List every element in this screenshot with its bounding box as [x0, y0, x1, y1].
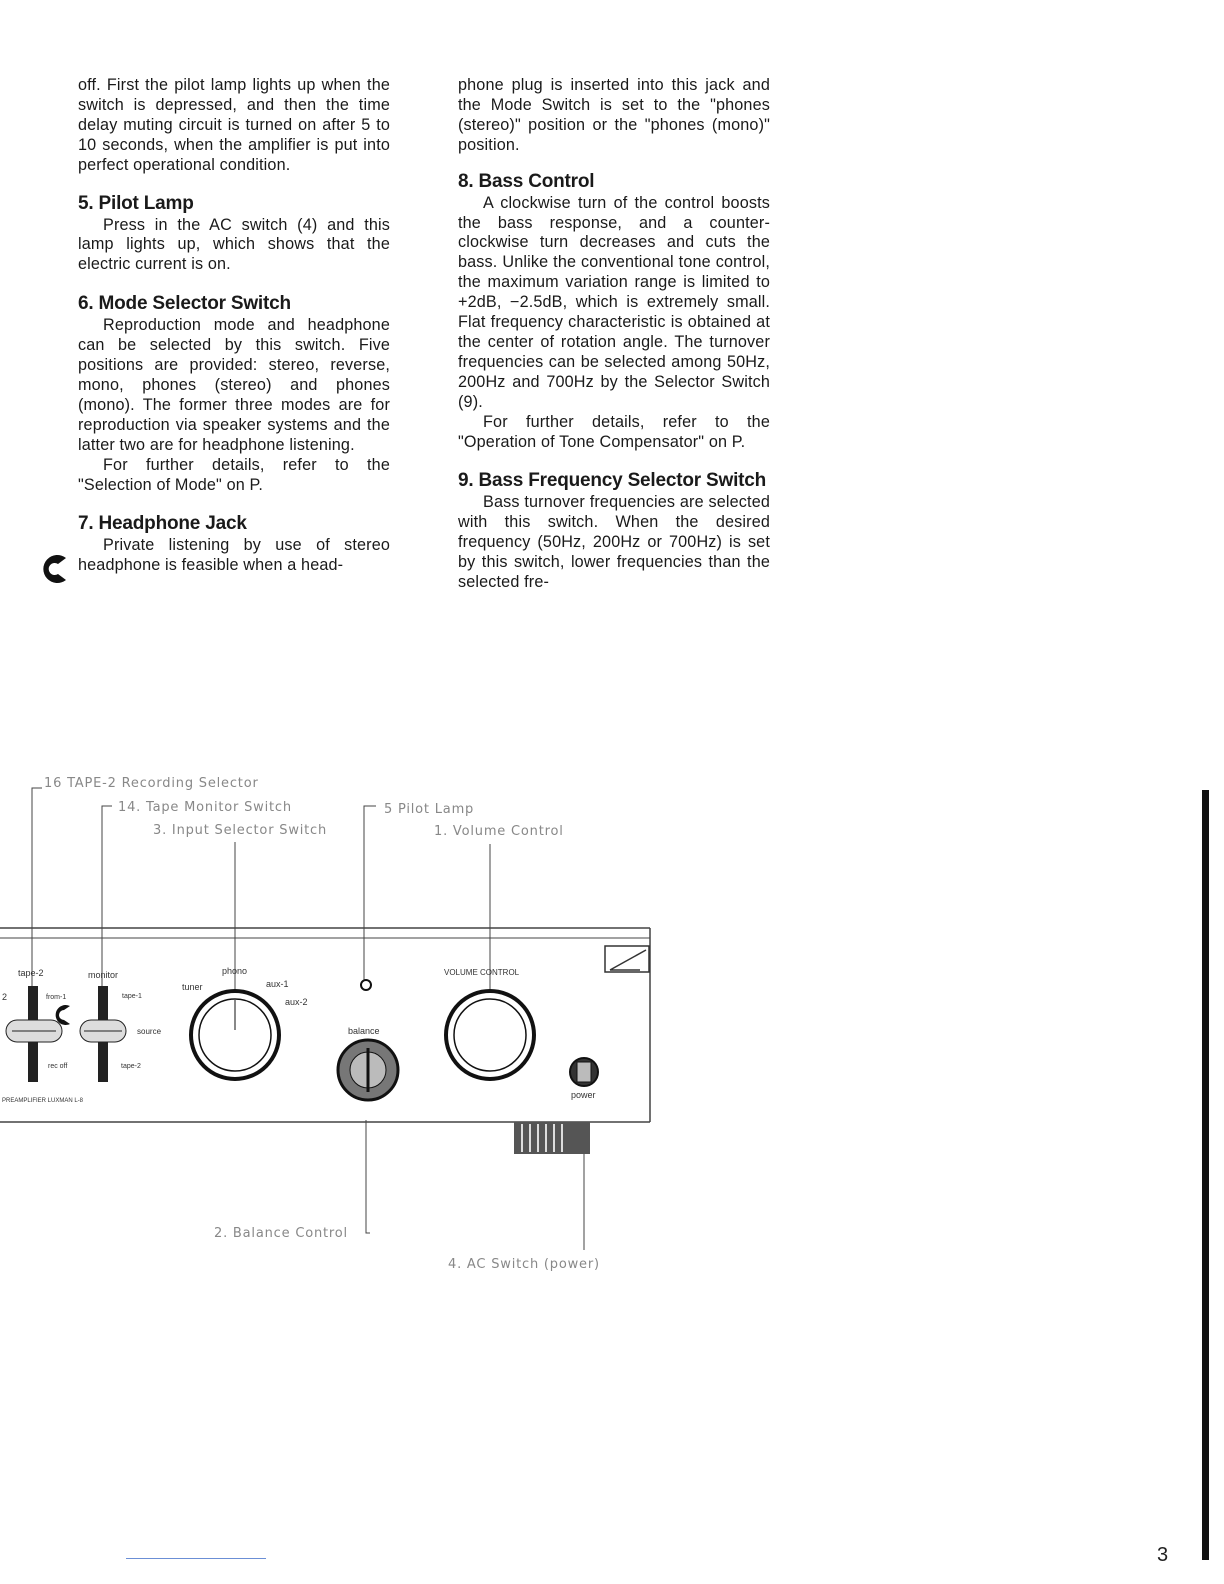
panel-label-aux1: aux-1 — [266, 979, 289, 989]
section-7-heading: 7. Headphone Jack — [78, 513, 247, 535]
volume-knob — [446, 991, 534, 1079]
power-switch — [514, 1058, 598, 1154]
section-9-heading: 9. Bass Frequency Selector Switch — [458, 470, 767, 492]
panel-label-monitor: monitor — [88, 970, 119, 980]
panel-label-volume-control: VOLUME CONTROL — [444, 968, 520, 977]
section-5-heading: 5. Pilot Lamp — [78, 192, 194, 214]
callout-4-ac-switch: 4. AC Switch (power) — [448, 1257, 600, 1272]
footer-rule — [126, 1558, 266, 1559]
panel-label-2: 2 — [2, 992, 8, 1002]
luxman-logo-icon — [605, 946, 649, 972]
left-column — [78, 76, 390, 576]
panel-label-phono: phono — [222, 966, 248, 976]
left-intro-paragraph: off. First the pilot lamp lights up when the switch is depressed, and then the time delay muting circuit is turned on after 5 to 10 seconds, when the amplifier is put into perfect operational condition. — [78, 76, 390, 174]
callout-14-tape-monitor-switch: 14. Tape Monitor Switch — [118, 800, 292, 815]
section-8-heading: 8. Bass Control — [458, 170, 595, 192]
callout-2-balance-control: 2. Balance Control — [214, 1226, 348, 1241]
panel-label-balance: balance — [348, 1026, 380, 1036]
monitor-slider-switch — [80, 986, 126, 1082]
section-9-paragraph: Bass turnover frequencies are selected with this switch. When the desired frequency (50Hz, 200Hz or 700Hz) is set by this switch, lower frequencies than the selected fre- — [458, 493, 770, 592]
right-intro-paragraph: phone plug is inserted into this jack and the Mode Switch is set to the "phones (stereo)" position or the "phones (mono)" position. — [458, 76, 770, 154]
section-8-paragraph-2: For further details, refer to the "Operation of Tone Compensator" on P. — [458, 412, 770, 451]
input-selector-knob — [191, 991, 279, 1079]
page-edge-strip — [1202, 790, 1209, 1560]
callout-1-volume-control: 1. Volume Control — [434, 824, 564, 839]
balance-knob — [338, 1040, 398, 1100]
page-number: 3 — [1157, 1544, 1169, 1566]
panel-label-from1: from-1 — [46, 994, 67, 1001]
callout-16-tape2-recording-selector: 16 TAPE-2 Recording Selector — [44, 776, 259, 791]
section-6-paragraph-2: For further details, refer to the "Selection of Mode" on P. — [78, 455, 390, 494]
panel-label-rec-off: rec off — [48, 1063, 68, 1070]
section-6-heading: 6. Mode Selector Switch — [78, 293, 291, 315]
margin-tab-icon — [36, 552, 70, 586]
callout-3-input-selector-switch: 3. Input Selector Switch — [153, 823, 328, 838]
panel-label-tuner: tuner — [182, 982, 203, 992]
section-6-paragraph-1: Reproduction mode and headphone can be selected by this switch. Five positions are provided: stereo, reverse, mono, phones (stereo) and phones (mono). The former three modes are for reproduction via speaker systems and the latter two are for headphone listening. — [78, 316, 390, 454]
panel-label-power: power — [571, 1090, 596, 1100]
right-column — [458, 76, 770, 593]
panel-label-tape2: tape-2 — [18, 968, 44, 978]
panel-label-tape1: tape-1 — [122, 993, 142, 1000]
panel-model-label: PREAMPLIFIER LUXMAN L-8 — [2, 1098, 84, 1104]
panel-label-tape2-monitor: tape-2 — [121, 1063, 141, 1070]
panel-label-aux2: aux-2 — [285, 997, 308, 1007]
section-7-paragraph: Private listening by use of stereo headphone is feasible when a head- — [78, 536, 390, 575]
panel-label-source: source — [137, 1027, 162, 1036]
section-8-paragraph-1: A clockwise turn of the control boosts the bass response, and a counter-clockwise turn decreases and cuts the bass. Unlike the conventional tone control, the maximum variation range is limited to +2dB, −2.5dB, which is extremely small. Flat frequency characteristic is obtained at the center of rotation angle. The turnover frequencies can be selected among 50Hz, 200Hz and 700Hz by the Selector Switch (9). — [458, 193, 770, 411]
callout-5-pilot-lamp: 5 Pilot Lamp — [384, 802, 475, 817]
pilot-lamp-icon — [361, 980, 371, 990]
section-5-paragraph: Press in the AC switch (4) and this lamp lights up, which shows that the electric current is on. — [78, 215, 390, 274]
